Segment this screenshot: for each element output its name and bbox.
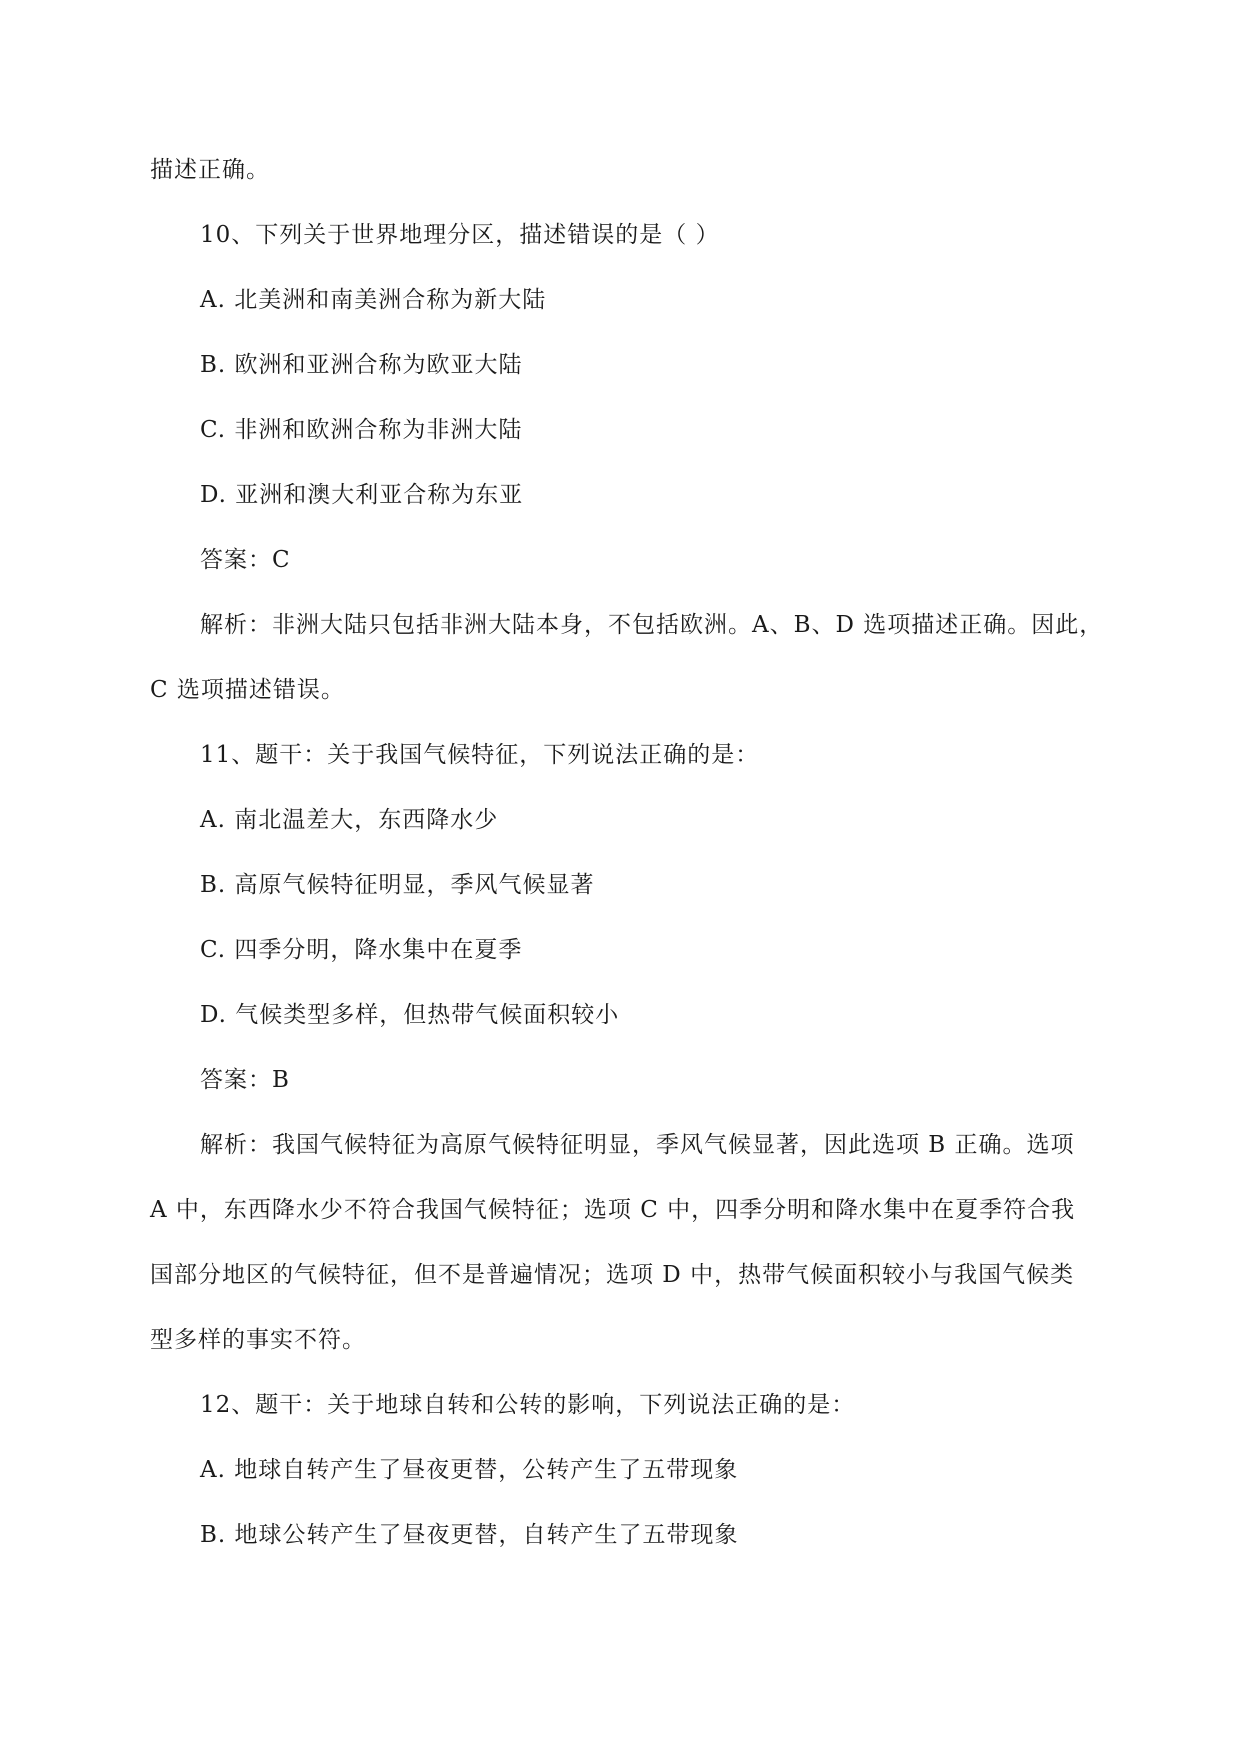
- q10-option-a: A. 北美洲和南美洲合称为新大陆: [200, 287, 547, 313]
- q10-option-d: D. 亚洲和澳大利亚合称为东亚: [200, 482, 524, 508]
- q10-analysis-line1: 解析：非洲大陆只包括非洲大陆本身，不包括欧洲。A、B、D 选项描述正确。因此，: [200, 612, 1104, 638]
- q12-stem: 12、题干：关于地球自转和公转的影响，下列说法正确的是：: [200, 1392, 856, 1418]
- q11-option-d: D. 气候类型多样，但热带气候面积较小: [200, 1002, 620, 1028]
- q12-option-b: B. 地球公转产生了昼夜更替，自转产生了五带现象: [200, 1522, 739, 1548]
- q10-option-b: B. 欧洲和亚洲合称为欧亚大陆: [200, 352, 523, 378]
- q9-analysis-tail: 描述正确。: [150, 157, 270, 183]
- q10-analysis-line2: C 选项描述错误。: [150, 677, 345, 703]
- q10-answer: 答案：C: [200, 547, 291, 573]
- q11-analysis-line1: 解析：我国气候特征为高原气候特征明显，季风气候显著，因此选项 B 正确。选项: [200, 1132, 1075, 1158]
- q11-option-c: C. 四季分明，降水集中在夏季: [200, 937, 523, 963]
- q11-option-b: B. 高原气候特征明显，季风气候显著: [200, 872, 595, 898]
- q11-analysis-line3: 国部分地区的气候特征，但不是普遍情况；选项 D 中，热带气候面积较小与我国气候类: [150, 1262, 1075, 1288]
- document-page: [150, 138, 1104, 1568]
- q12-option-a: A. 地球自转产生了昼夜更替，公转产生了五带现象: [200, 1457, 739, 1483]
- q11-answer: 答案：B: [200, 1067, 290, 1093]
- q10-stem: 10、下列关于世界地理分区，描述错误的是（ ）: [200, 222, 720, 248]
- q11-stem: 11、题干：关于我国气候特征，下列说法正确的是：: [200, 742, 760, 768]
- q11-analysis-line4: 型多样的事实不符。: [150, 1327, 366, 1353]
- q10-option-c: C. 非洲和欧洲合称为非洲大陆: [200, 417, 523, 443]
- q11-option-a: A. 南北温差大，东西降水少: [200, 807, 499, 833]
- q11-analysis-line2: A 中，东西降水少不符合我国气候特征；选项 C 中，四季分明和降水集中在夏季符合我: [150, 1197, 1076, 1223]
